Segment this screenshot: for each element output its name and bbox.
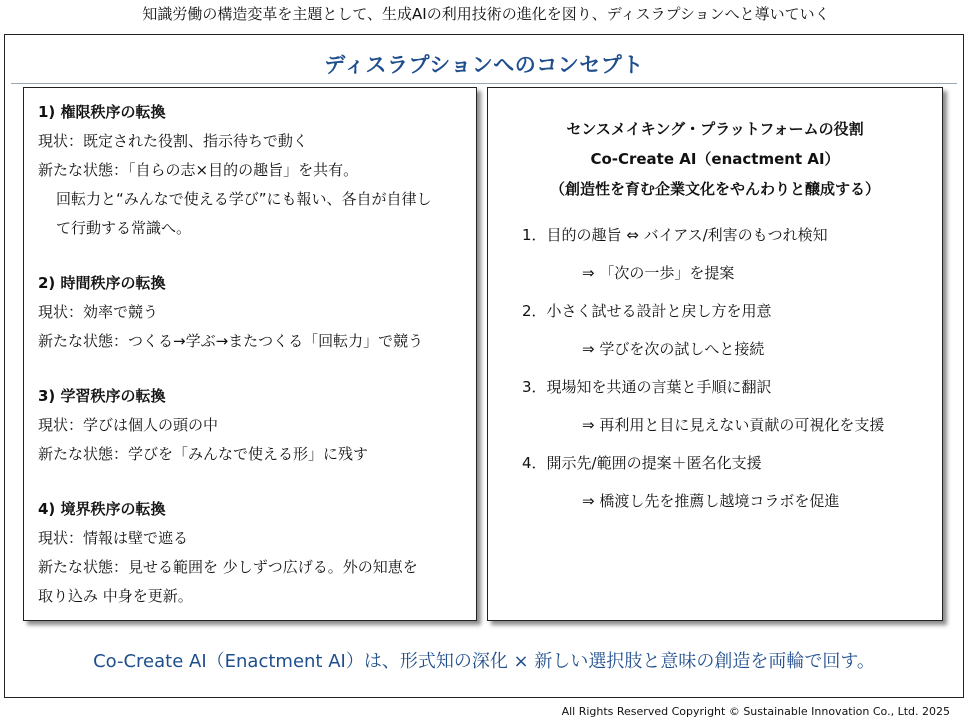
section-title: 4) 境界秩序の転換 [38, 500, 166, 518]
role-item-result: ⇒ 「次の一歩」を提案 [582, 264, 735, 282]
section-line: 現状：情報は壁で遮る [38, 529, 189, 547]
role-item: 4．開示先/範囲の提案＋匿名化支援 [522, 454, 762, 472]
platform-heading-line: （創造性を育む企業文化をやんわりと醸成する） [549, 180, 880, 198]
section-line: 新たな状態：「自らの志×目的の趣旨」を共有。 [38, 161, 359, 179]
header-caption: 知識労働の構造変革を主題として、生成AIの利用技術の進化を図り、ディスラプションへと導いていく [142, 5, 830, 23]
section-line: 現状：効率で競う [38, 303, 159, 321]
section-line: 現状：学びは個人の頭の中 [38, 416, 219, 434]
platform-role-list [522, 216, 932, 520]
platform-role-panel [487, 87, 943, 621]
section-line: て行動する常識へ。 [56, 219, 192, 237]
section-line: 回転力と“みんなで使える学び”にも報い、各自が自律し [56, 190, 432, 208]
section-line: 新たな状態：見せる範囲を 少しずつ広げる。外の知恵を [38, 558, 418, 576]
section-title: 3) 学習秩序の転換 [38, 387, 166, 405]
section-learning-order [38, 382, 468, 469]
section-line: 新たな状態：つくる→学ぶ→またつくる「回転力」で競う [38, 332, 424, 350]
platform-heading [488, 114, 942, 204]
concept-frame [4, 34, 964, 698]
title-divider [11, 83, 957, 84]
section-title: 2) 時間秩序の転換 [38, 274, 166, 292]
copyright-notice: All Rights Reserved Copyright © Sustainable Innovation Co., Ltd. 2025 [561, 705, 950, 718]
summary-caption: Co-Create AI（Enactment AI）は、形式知の深化 × 新しい選択肢と意味の創造を両輪で回す。 [93, 651, 875, 672]
platform-heading-line: Co-Create AI（enactment AI） [590, 150, 840, 168]
section-title: 1) 権限秩序の転換 [38, 103, 166, 121]
section-authority-order [38, 98, 468, 243]
section-line: 現状：既定された役割、指示待ちで動く [38, 132, 308, 150]
section-boundary-order [38, 495, 468, 611]
section-time-order [38, 269, 468, 356]
role-item-result: ⇒ 橋渡し先を推薦し越境コラボを促進 [582, 492, 840, 510]
role-item: 3．現場知を共通の言葉と手順に翻訳 [522, 378, 772, 396]
role-item: 2．小さく試せる設計と戻し方を用意 [522, 302, 772, 320]
platform-heading-line: センスメイキング・プラットフォームの役割 [566, 120, 864, 138]
concept-title: ディスラプションへのコンセプト [324, 53, 644, 77]
section-line: 新たな状態：学びを「みんなで使える形」に残す [38, 445, 369, 463]
section-line: 取り込み 中身を更新。 [38, 587, 193, 605]
order-transformation-panel [23, 87, 477, 621]
role-item-result: ⇒ 再利用と目に見えない貢献の可視化を支援 [582, 416, 885, 434]
role-item: 1．目的の趣旨 ⇔ バイアス/利害のもつれ検知 [522, 226, 828, 244]
role-item-result: ⇒ 学びを次の試しへと接続 [582, 340, 765, 358]
